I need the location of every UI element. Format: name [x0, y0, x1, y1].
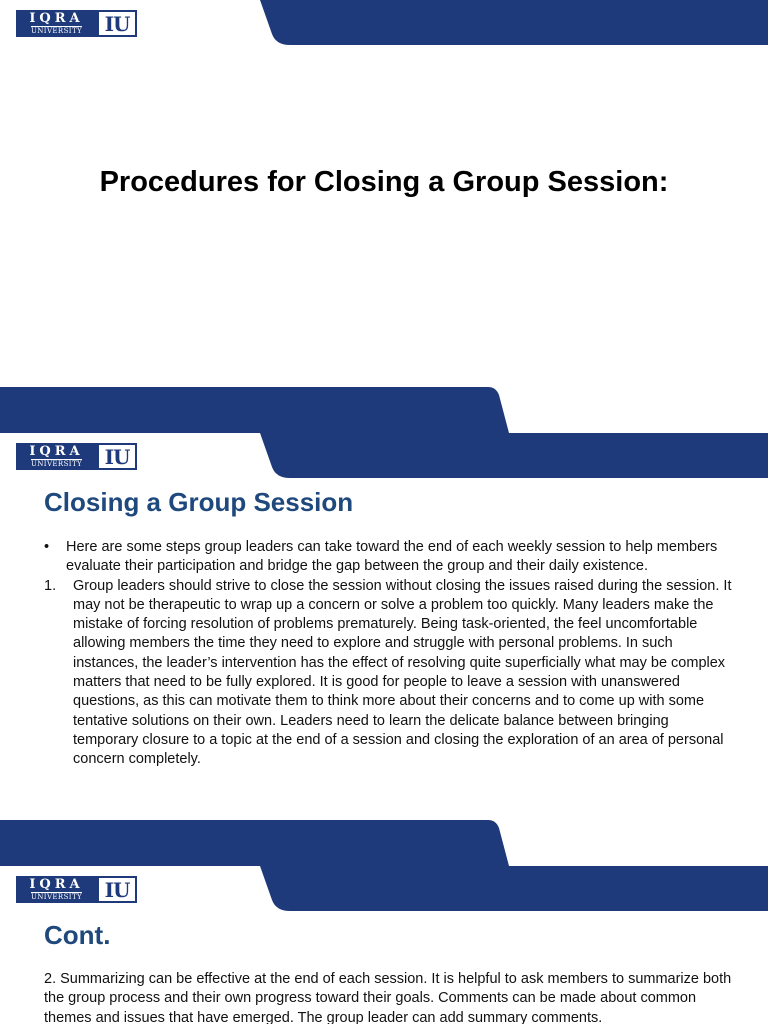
slide-heading: Cont.: [44, 920, 111, 950]
bullet-text: Here are some steps group leaders can take toward the end of each weekly session to help members evaluate their participation and bridge the gap between the group and their daily existence.: [66, 539, 718, 575]
logo-monogram: IU: [97, 10, 137, 37]
slide-body: [44, 538, 734, 770]
bullet-item: [44, 538, 734, 577]
numbered-text: Group leaders should strive to close the session without closing the issues raised during the session. It may not be therapeutic to wrap up a concern or solve a problem too quickly. Many leaders make the mistake of forcing resolution of problems prematurely. Being task-oriented, the feel uncomfortable allowing members the time they need to explore and struggle with personal problems. In such instances, the leader’s intervention has the effect of resolving quite superficially what may be complex matters that need to be fully explored. It is good for people to leave a session with unanswered questions, as this can motivate them to think more about their concerns and to come up with some tentative solutions on their own. Leaders need to learn the delicate balance between bringing temporary closure to a topic at the end of a session and closing the exploration of an area of personal concern completely.: [73, 577, 732, 768]
logo-monogram: IU: [97, 443, 137, 470]
numbered-item: [44, 577, 734, 770]
logo-wordmark: IQRA: [29, 11, 84, 26]
slide-cont: [0, 866, 768, 1024]
logo-subtitle: UNIVERSITY: [30, 27, 83, 35]
iqra-university-logo: [16, 10, 137, 37]
iqra-university-logo: [16, 443, 137, 470]
number-marker: 1.: [44, 577, 57, 594]
slide-heading: Closing a Group Session: [44, 487, 354, 517]
slide-closing-session: [0, 433, 768, 866]
slide-paragraph: 2. Summarizing can be effective at the end of each session. It is helpful to ask members to summarize both the group process and their own progress toward their goals. Comments can be made about common themes and issues that have emerged. The group leader can add summary comments.: [44, 971, 732, 1024]
logo-wordmark: IQRA: [29, 877, 84, 892]
slide-title-text: Procedures for Closing a Group Session:: [99, 166, 669, 198]
slide-title: [0, 0, 768, 433]
slide-decoration: [0, 0, 768, 433]
logo-wordmark: IQRA: [29, 444, 84, 459]
logo-subtitle: UNIVERSITY: [30, 893, 83, 901]
iqra-university-logo: [16, 876, 137, 903]
logo-subtitle: UNIVERSITY: [30, 460, 83, 468]
bullet-marker: •: [44, 539, 50, 555]
logo-monogram: IU: [97, 876, 137, 903]
